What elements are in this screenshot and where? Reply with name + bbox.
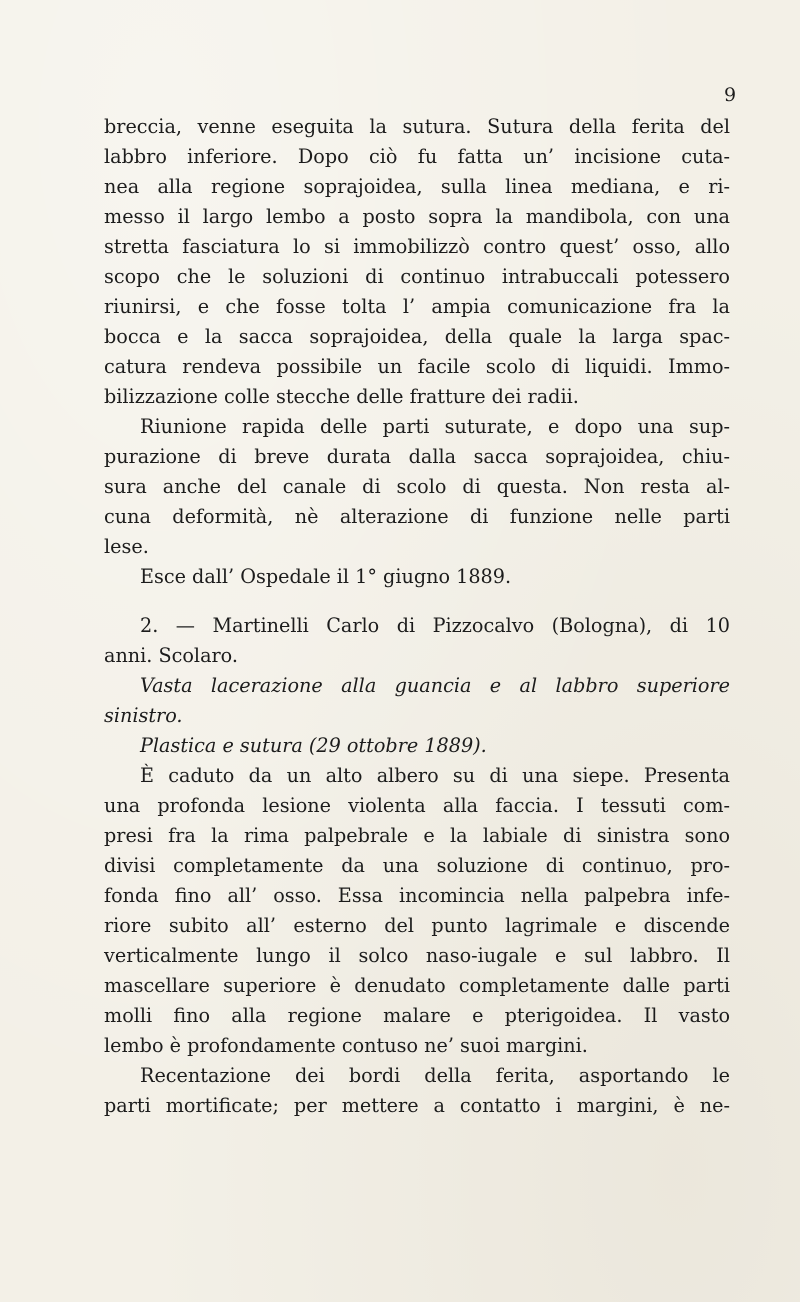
text-line: È caduto da un alto albero su di una siepe. Presenta	[140, 764, 730, 787]
text-line: Riunione rapida delle parti suturate, e dopo una sup-	[140, 415, 730, 438]
case-heading: 2. — Martinelli Carlo di Pizzocalvo (Bologna), di 10	[140, 614, 730, 637]
text-line: breccia, venne eseguita la sutura. Sutura della ferita del	[104, 115, 730, 138]
text-line: lembo è profondamente contuso ne’ suoi margini.	[104, 1034, 588, 1057]
operation-line	[104, 731, 730, 761]
discharge-line: Esce dall’ Ospedale il 1° giugno 1889.	[140, 565, 512, 588]
section-gap	[104, 592, 730, 611]
text-line: sura anche del canale di scolo di questa. Non resta al-	[104, 475, 730, 498]
text-line: lese.	[104, 535, 149, 558]
text-line: riore subito all’ esterno del punto lagrimale e discende	[104, 914, 730, 937]
text-line: verticalmente lungo il solco naso-iugale e sul labbro. Il	[104, 944, 730, 967]
text-line: messo il largo lembo a posto sopra la mandibola, con una	[104, 205, 730, 228]
text-line: riunirsi, e che fosse tolta l’ ampia comunicazione fra la	[104, 295, 730, 318]
text-line: nea alla regione soprajoidea, sulla linea mediana, e ri-	[104, 175, 730, 198]
text-line: scopo che le soluzioni di continuo intrabuccali potessero	[104, 265, 730, 288]
operation-text: Plastica e sutura (29 ottobre 1889).	[140, 734, 487, 757]
diagnosis-line: Vasta lacerazione alla guancia e al labbro superiore	[140, 674, 730, 697]
text-line: una profonda lesione violenta alla faccia. I tessuti com-	[104, 794, 730, 817]
text-line: labbro inferiore. Dopo ciò fu fatta un’ incisione cuta-	[104, 145, 730, 168]
text-line: fonda fino all’ osso. Essa incomincia nella palpebra infe-	[104, 884, 730, 907]
text-line: Recentazione dei bordi della ferita, asportando le	[140, 1064, 730, 1087]
case-heading: anni. Scolaro.	[104, 644, 238, 667]
text-line: parti mortificate; per mettere a contatto i margini, è ne-	[104, 1094, 730, 1117]
page-number: 9	[724, 84, 737, 106]
page-text	[104, 112, 730, 1121]
text-line: purazione di breve durata dalla sacca soprajoidea, chiu-	[104, 445, 730, 468]
text-line: stretta fasciatura lo si immobilizzò contro quest’ osso, allo	[104, 235, 730, 258]
text-line: divisi completamente da una soluzione di continuo, pro-	[104, 854, 730, 877]
text-line: catura rendeva possibile un facile scolo di liquidi. Immo-	[104, 355, 730, 378]
text-line: bocca e la sacca soprajoidea, della quale la larga spac-	[104, 325, 730, 348]
text-line: presi fra la rima palpebrale e la labiale di sinistra sono	[104, 824, 730, 847]
text-line: molli fino alla regione malare e pterigoidea. Il vasto	[104, 1004, 730, 1027]
text-line: bilizzazione colle stecche delle fratture dei radii.	[104, 385, 579, 408]
text-line: mascellare superiore è denudato completamente dalle parti	[104, 974, 730, 997]
diagnosis-line: sinistro.	[104, 704, 183, 727]
text-line: cuna deformità, nè alterazione di funzione nelle parti	[104, 505, 730, 528]
